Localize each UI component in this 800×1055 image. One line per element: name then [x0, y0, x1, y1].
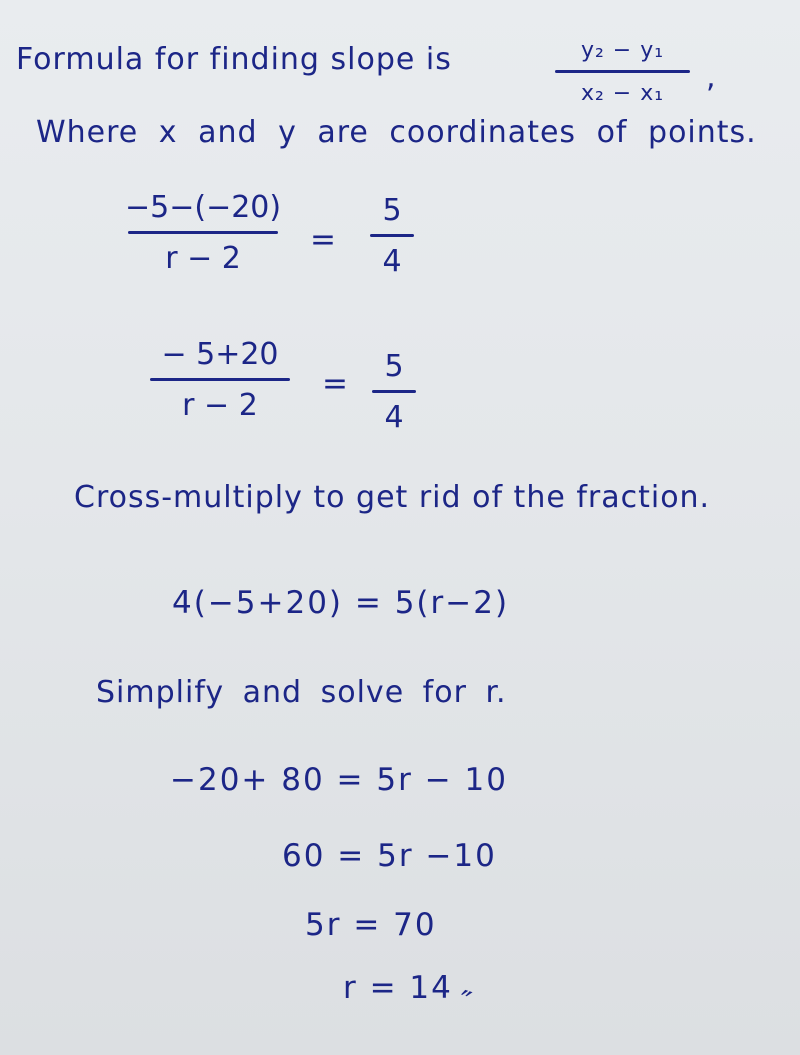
comma-mark: ,: [706, 60, 717, 95]
eq2-fraction-bar: [150, 378, 290, 381]
slope-formula-fraction: [555, 40, 690, 105]
eq7-expression: r = 14: [343, 970, 453, 1006]
eq3-expression: 4(−5+20) = 5(r−2): [172, 585, 510, 621]
eq2-rhs-numerator: 5: [384, 349, 404, 384]
eq1-left-fraction: [125, 190, 282, 276]
eq1-equals: =: [310, 222, 338, 258]
eq1-rhs-bar: [370, 234, 414, 237]
eq1-fraction-bar: [128, 231, 278, 234]
eq1-rhs-numerator: 5: [382, 193, 402, 228]
eq6-expression: 5r = 70: [305, 907, 437, 943]
eq2-numerator: − 5+20: [161, 337, 279, 372]
eq2-left-fraction: [150, 337, 290, 423]
eq1-right-fraction: [370, 193, 414, 279]
cross-multiply-text: Cross-multiply to get rid of the fraction.: [74, 480, 711, 515]
eq2-equals: =: [322, 366, 350, 402]
eq5-expression: 60 = 5r −10: [282, 838, 497, 874]
where-text: Where x and y are coordinates of points.: [36, 115, 757, 150]
eq1-rhs-denominator: 4: [382, 244, 402, 279]
slope-fraction-bar: [555, 70, 690, 73]
slope-numerator: y₂ − y₁: [580, 38, 665, 63]
final-answer-mark: ″: [452, 983, 477, 1023]
eq2-denominator: r − 2: [182, 388, 258, 423]
eq1-denominator: r − 2: [165, 241, 241, 276]
eq4-expression: −20+ 80 = 5r − 10: [170, 762, 508, 798]
eq2-right-fraction: [372, 349, 416, 435]
slope-denominator: x₂ − x₁: [580, 81, 665, 106]
eq1-numerator: −5−(−20): [125, 190, 282, 225]
eq2-rhs-denominator: 4: [384, 400, 404, 435]
simplify-text: Simplify and solve for r.: [96, 675, 507, 710]
eq2-rhs-bar: [372, 390, 416, 393]
formula-intro-text: Formula for finding slope is: [16, 42, 452, 77]
